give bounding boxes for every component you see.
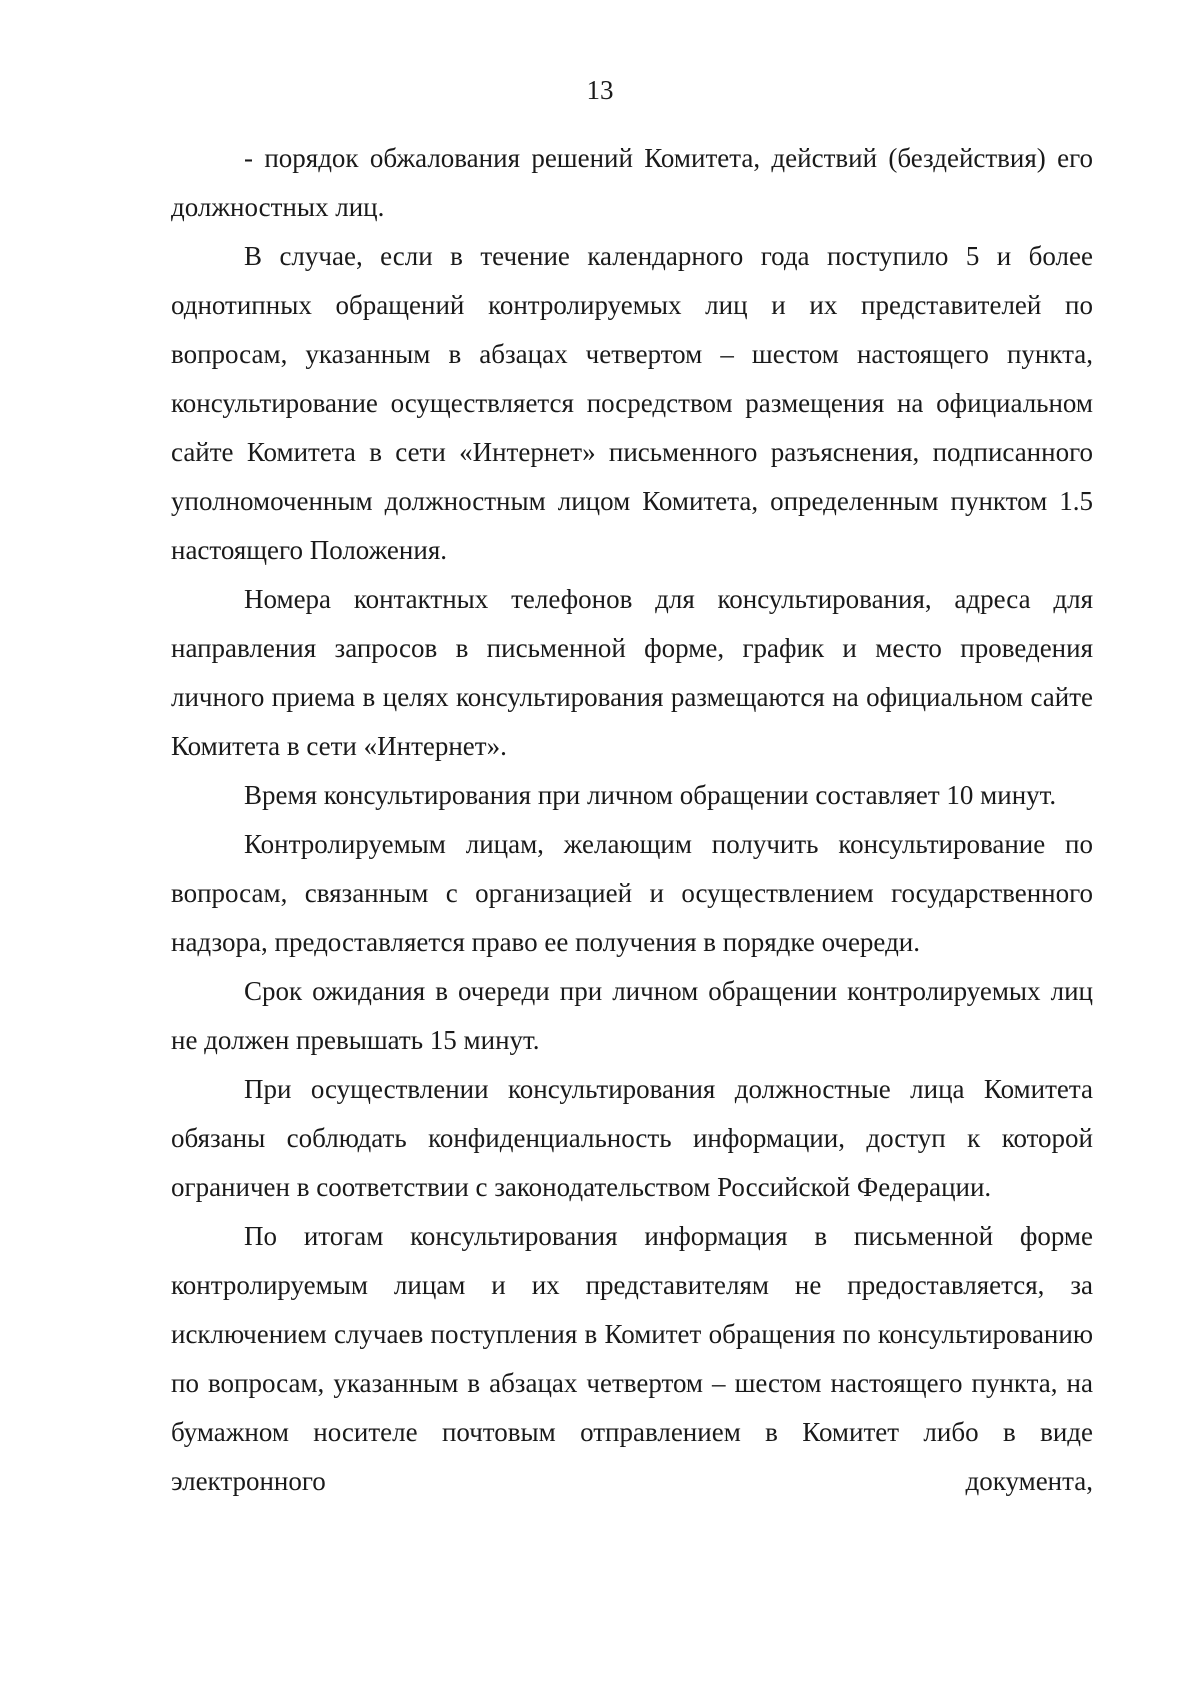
paragraph-consultation-time: Время консультирования при личном обращении составляет 10 минут. bbox=[244, 780, 1057, 810]
paragraph-written-clarification: В случае, если в течение календарного года поступило 5 и более однотипных обращений контролируемых лиц и их представителей по вопросам, указанным в абзацах четвертом – шестом настоящего пункта, консультирование осуществляется посредством размещения на официальном сайте Комитета в сети «Интернет» письменного разъяснения, подписанного уполномоченным должностным лицом Комитета, определенным пунктом 1.5 настоящего Положения. bbox=[171, 241, 1093, 565]
paragraph-confidentiality: При осуществлении консультирования должностные лица Комитета обязаны соблюдать конфиденциальность информации, доступ к которой ограничен в соответствии с законодательством Российской Федерации. bbox=[171, 1074, 1093, 1202]
document-body bbox=[171, 134, 1093, 1506]
paragraph-contact-info: Номера контактных телефонов для консультирования, адреса для направления запросов в письменной форме, график и место проведения личного приема в целях консультирования размещаются на официальном сайте Комитета в сети «Интернет». bbox=[171, 584, 1093, 761]
page-number: 13 bbox=[586, 75, 614, 105]
paragraph-waiting-time: Срок ожидания в очереди при личном обращении контролируемых лиц не должен превышать 15 минут. bbox=[171, 976, 1093, 1055]
paragraph-written-response: По итогам консультирования информация в письменной форме контролируемым лицам и их представителям не предоставляется, за исключением случаев поступления в Комитет обращения по консультированию по вопросам, указанным в абзацах четвертом – шестом настоящего пункта, на бумажном носителе почтовым отправлением в Комитет либо в виде электронного документа, bbox=[171, 1221, 1093, 1496]
paragraph-appeal-procedure: - порядок обжалования решений Комитета, действий (бездействия) его должностных лиц. bbox=[171, 143, 1093, 222]
paragraph-queue-right: Контролируемым лицам, желающим получить консультирование по вопросам, связанным с организацией и осуществлением государственного надзора, предоставляется право ее получения в порядке очереди. bbox=[171, 829, 1093, 957]
